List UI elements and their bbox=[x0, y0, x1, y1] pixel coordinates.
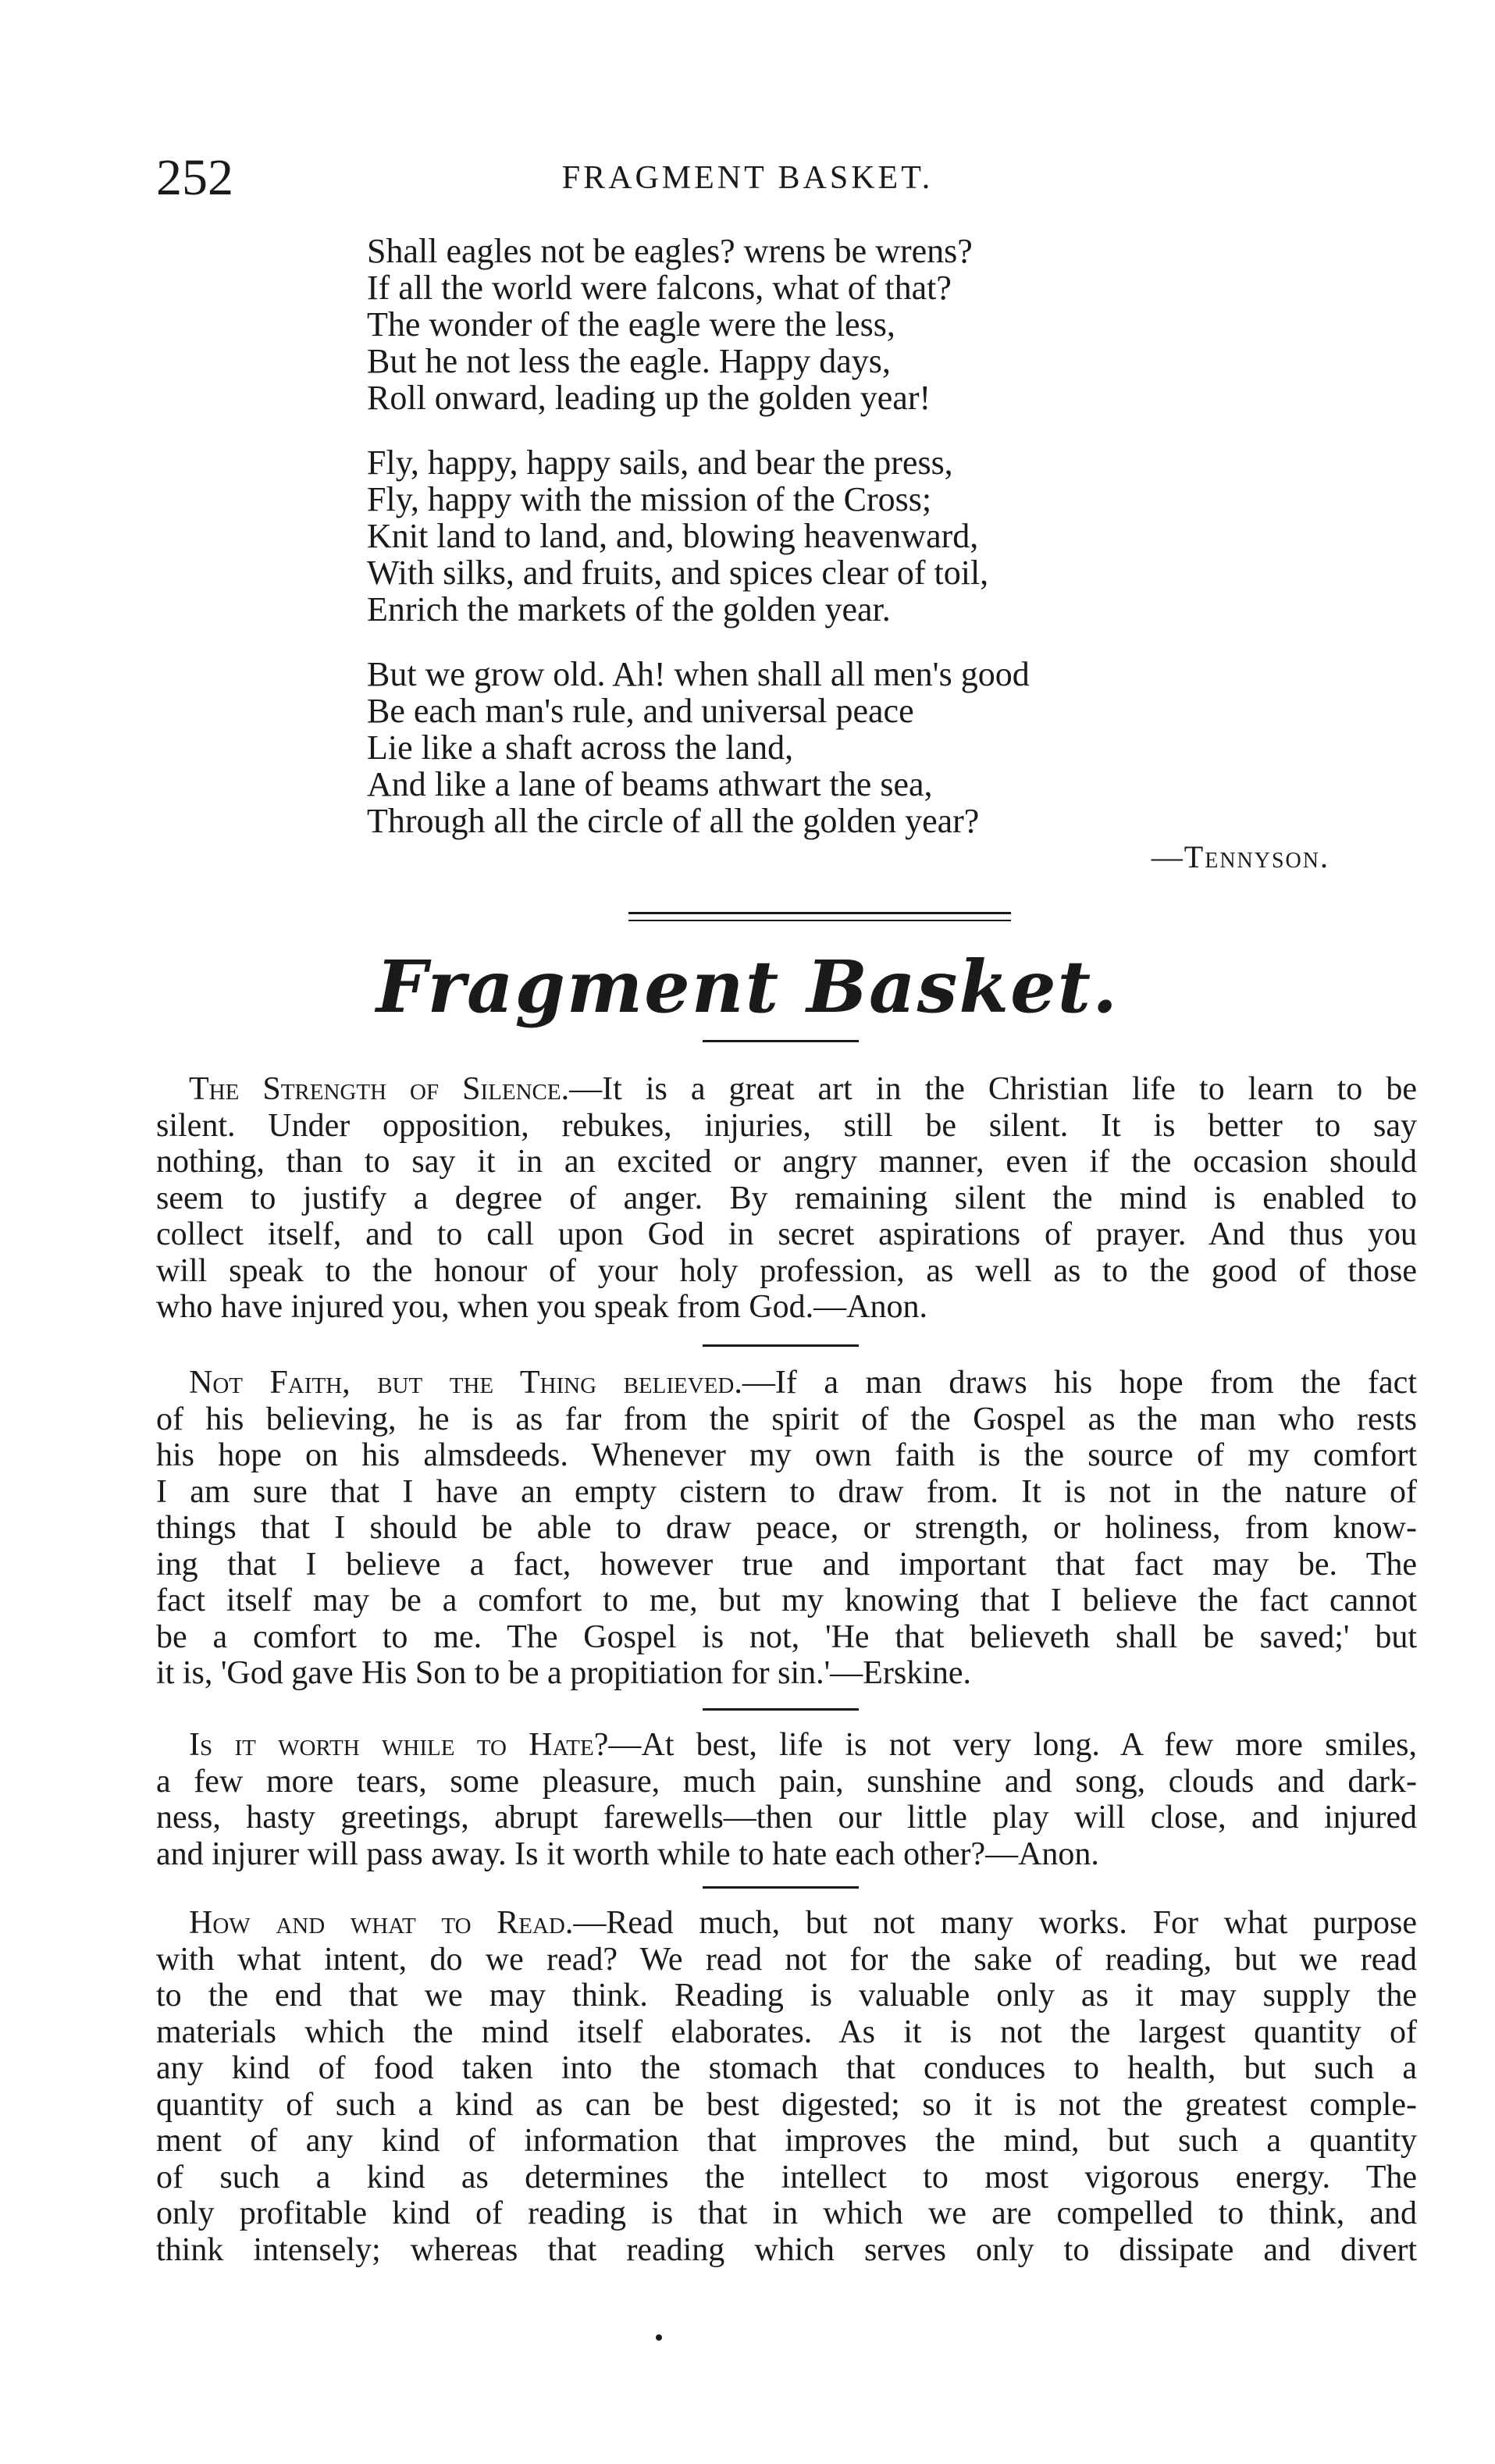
entry-line: of such a kind as determines the intellect to most vigorous energy. The bbox=[156, 2159, 1417, 2195]
poem-line: If all the world were falcons, what of that? bbox=[367, 269, 952, 307]
poem-line: Lie like a shaft across the land, bbox=[367, 728, 794, 767]
entry-text: —It is a great art in the Christian life to learn to be bbox=[569, 1071, 1417, 1107]
entry-line: to the end that we may think. Reading is valuable only as it may supply the bbox=[156, 1978, 1417, 2014]
entry-line: collect itself, and to call upon God in secret aspirations of prayer. And thus you bbox=[156, 1216, 1417, 1252]
entry-line: ness, hasty greetings, abrupt farewells—then our little play will close, and injured bbox=[156, 1800, 1417, 1836]
entry-line: quantity of such a kind as can be best digested; so it is not the greatest comple- bbox=[156, 2086, 1417, 2123]
entry-line: think intensely; whereas that reading which serves only to dissipate and divert bbox=[156, 2231, 1417, 2268]
poem-line: Be each man's rule, and universal peace bbox=[367, 692, 914, 730]
poem-line: Fly, happy with the mission of the Cross; bbox=[367, 480, 932, 518]
entry-heading: The Strength of Silence. bbox=[189, 1071, 570, 1107]
entry-line: materials which the mind itself elaborates. As it is not the largest quantity of bbox=[156, 2014, 1417, 2050]
entry-line: seem to justify a degree of anger. By remaining silent the mind is enabled to bbox=[156, 1180, 1417, 1216]
section-title: Fragment Basket. bbox=[376, 945, 1119, 1029]
section-rule bbox=[703, 1040, 859, 1042]
poem bbox=[367, 233, 1382, 867]
entry-line: a few more tears, some pleasure, much pain, sunshine and song, clouds and dark- bbox=[156, 1763, 1417, 1800]
footer-mark bbox=[656, 2334, 662, 2341]
entry-line: silent. Under opposition, rebukes, injuries, still be silent. It is better to say bbox=[156, 1107, 1417, 1144]
entry-line: I am sure that I have an empty cistern to draw from. It is not in the nature of bbox=[156, 1473, 1417, 1510]
poem-line: The wonder of the eagle were the less, bbox=[367, 305, 895, 344]
running-head bbox=[156, 148, 1339, 211]
entry-line: who have injured you, when you speak from God.—Anon. bbox=[156, 1289, 927, 1325]
poem-attribution: —Tennyson. bbox=[1151, 839, 1329, 874]
poem-line: And like a lane of beams athwart the sea, bbox=[367, 765, 933, 803]
poem-line: But we grow old. Ah! when shall all men's good bbox=[367, 655, 1030, 693]
poem-line: Roll onward, leading up the golden year! bbox=[367, 379, 931, 417]
poem-line: Knit land to land, and, blowing heavenward, bbox=[367, 517, 979, 555]
entry-text: —If a man draws his hope from the fact bbox=[742, 1365, 1417, 1401]
entry-how-and-what-to-read bbox=[156, 1905, 1417, 2268]
entry-line: ing that I believe a fact, however true and important that fact may be. The bbox=[156, 1546, 1417, 1583]
entry-line: and injurer will pass away. Is it worth while to hate each other?—Anon. bbox=[156, 1836, 1099, 1872]
entry-line: ment of any kind of information that improves the mind, but such a quantity bbox=[156, 2123, 1417, 2159]
entry-line: things that I should be able to draw peace, or strength, or holiness, from know- bbox=[156, 1510, 1417, 1546]
double-rule-top bbox=[628, 912, 1011, 914]
poem-line: Fly, happy, happy sails, and bear the press, bbox=[367, 443, 953, 482]
entry-heading: Not Faith, but the Thing believed. bbox=[189, 1365, 742, 1401]
entry-text: —At best, life is not very long. A few more smiles, bbox=[608, 1727, 1417, 1763]
poem-stanza bbox=[367, 233, 1382, 416]
entry-line: will speak to the honour of your holy profession, as well as to the good of those bbox=[156, 1252, 1417, 1289]
poem-line: Through all the circle of all the golden year? bbox=[367, 802, 980, 840]
entry-heading: Is it worth while to Hate? bbox=[189, 1727, 609, 1763]
entry-text: —Read much, but not many works. For what purpose bbox=[573, 1905, 1417, 1941]
entry-line: be a comfort to me. The Gospel is not, 'He that believeth shall be saved;' but bbox=[156, 1618, 1417, 1655]
poem-line: But he not less the eagle. Happy days, bbox=[367, 342, 891, 380]
entry-line: fact itself may be a comfort to me, but my knowing that I believe the fact cannot bbox=[156, 1583, 1417, 1618]
entry-line bbox=[156, 1365, 1417, 1401]
poem-line: With silks, and fruits, and spices clear of toil, bbox=[367, 554, 989, 592]
entry-line: of his believing, he is as far from the spirit of the Gospel as the man who rests bbox=[156, 1401, 1417, 1437]
poem-stanza bbox=[367, 444, 1382, 628]
entry-not-faith bbox=[156, 1365, 1417, 1692]
entry-divider bbox=[703, 1708, 859, 1711]
entry-line bbox=[156, 1727, 1417, 1764]
poem-stanza bbox=[367, 656, 1382, 839]
entry-line bbox=[156, 1905, 1417, 1942]
entry-strength-of-silence bbox=[156, 1071, 1417, 1326]
entry-divider bbox=[703, 1344, 859, 1347]
entry-line: only profitable kind of reading is that in which we are compelled to think, and bbox=[156, 2195, 1417, 2231]
running-title: FRAGMENT BASKET. bbox=[561, 160, 934, 196]
entry-line: it is, 'God gave His Son to be a propitiation for sin.'—Erskine. bbox=[156, 1655, 972, 1691]
entry-line bbox=[156, 1071, 1417, 1108]
page-number: 252 bbox=[156, 149, 233, 206]
poem-line: Shall eagles not be eagles? wrens be wrens? bbox=[367, 232, 973, 270]
entry-divider bbox=[703, 1886, 859, 1889]
poem-line: Enrich the markets of the golden year. bbox=[367, 590, 891, 628]
entry-line: any kind of food taken into the stomach that conduces to health, but such a bbox=[156, 2050, 1417, 2086]
entry-worth-while-to-hate bbox=[156, 1727, 1417, 1872]
double-rule-bottom bbox=[628, 920, 1011, 921]
entry-line: with what intent, do we read? We read not for the sake of reading, but we read bbox=[156, 1941, 1417, 1978]
entry-line: nothing, than to say it in an excited or angry manner, even if the occasion should bbox=[156, 1144, 1417, 1180]
entry-heading: How and what to Read. bbox=[189, 1905, 574, 1941]
entry-line: his hope on his almsdeeds. Whenever my own faith is the source of my comfort bbox=[156, 1437, 1417, 1473]
